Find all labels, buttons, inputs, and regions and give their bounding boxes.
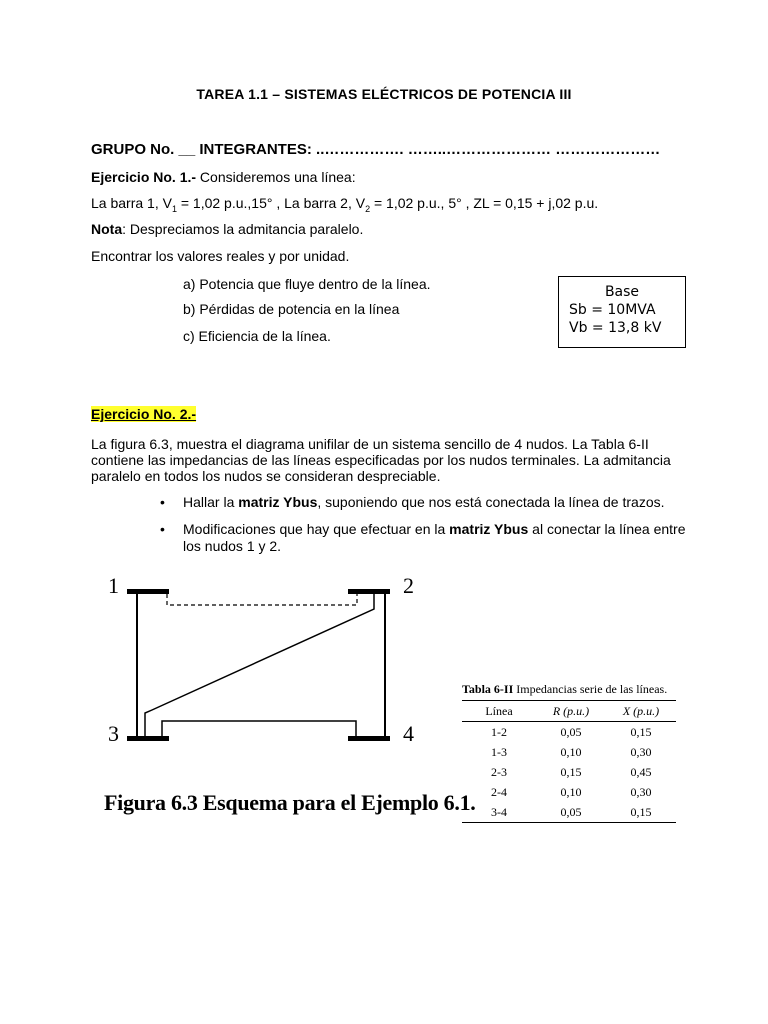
node-label-4: 4 [403,721,414,746]
nota-line [91,221,363,237]
header-x: X (p.u.) [606,701,676,722]
item-b: b) Pérdidas de potencia en la línea [183,301,400,317]
exercise-1-heading [91,169,356,185]
bus-bar-3 [127,736,169,741]
node-label-1: 1 [108,573,119,598]
header-r: R (p.u.) [536,701,606,722]
item-c: c) Eficiencia de la línea. [183,328,331,344]
item-a: a) Potencia que fluye dentro de la línea. [183,276,431,292]
group-line [91,141,660,158]
subscript-1: 1 [171,203,177,214]
bus-bar-2 [348,589,390,594]
cell-x: 0,15 [630,724,652,739]
exercise-2-label: Ejercicio No. 2.- [91,406,197,422]
bullet-1-marker: • [160,494,165,510]
bullet-2-bold: matriz Ybus [449,521,529,537]
page-title: TAREA 1.1 – SISTEMAS ELÉCTRICOS DE POTENCIA III [196,86,572,102]
line-3-4 [162,721,356,736]
group-label: GRUPO No. __ INTEGRANTES: [91,141,312,158]
exercise-2-heading [91,406,196,422]
exercise-1-intro: Consideremos una línea: [196,169,356,185]
bullet-2-post: al conectar la línea entre los nudos 1 y 2. [183,521,686,554]
header-line: Línea [462,701,536,722]
impedance-table [462,700,676,823]
table-header-row [462,701,676,722]
bullet-2-pre: Modificaciones que hay que efectuar en la [183,521,450,537]
table-row [462,782,676,802]
table-row [462,762,676,782]
cell-line: 2-4 [491,784,507,799]
data-text-a: La barra 1, V [91,195,172,211]
exercise-1-data [91,195,598,214]
cell-r: 0,15 [560,764,582,779]
base-box [558,276,686,348]
cell-r: 0,10 [560,744,582,759]
data-text-c: = 1,02 p.u., 5° , ZL = 0,15 + j,02 p.u. [370,195,599,211]
subscript-2: 2 [365,203,371,214]
table-caption-rest: Impedancias serie de las líneas. [513,682,668,696]
cell-line: 1-2 [491,724,507,739]
node-label-2: 2 [403,573,414,598]
node-label-3: 3 [108,721,119,746]
bullet-1 [183,494,693,511]
figure-caption: Figura 6.3 Esquema para el Ejemplo 6.1. [104,790,476,815]
bullet-1-bold: matriz Ybus [238,494,318,510]
base-title: Base [604,284,640,300]
bullet-2 [183,521,693,555]
table-row [462,742,676,762]
group-dots: ..……………. ……..………………… ………………… [311,141,661,158]
find-line: Encontrar los valores reales y por unidad. [91,248,350,264]
cell-line: 3-4 [462,802,536,823]
table-row [462,722,676,743]
bullet-1-post: , suponiendo que nos está conectada la línea de trazos. [317,494,665,510]
single-line-diagram [100,565,430,755]
base-sb: Sb = 10MVA [569,302,656,318]
bus-bar-1 [127,589,169,594]
nota-label: Nota [91,221,123,237]
cell-x: 0,30 [630,784,652,799]
cell-line: 1-3 [491,744,507,759]
line-2-3 [145,594,374,736]
table-caption-bold: Tabla 6-II [462,682,514,696]
cell-r: 0,05 [536,802,606,823]
exercise-2-paragraph: La figura 6.3, muestra el diagrama unifilar de un sistema sencillo de 4 nudos. La Tabla 6-II contiene las impedancias de las líneas especificadas por los nudos terminales. La admitancia paralelo en todos los nudos se consideran despreciable. [91,436,671,484]
bullet-2-marker: • [160,521,165,537]
cell-r: 0,05 [560,724,582,739]
nota-text: : Despreciamos la admitancia paralelo. [122,221,364,237]
bullet-1-pre: Hallar la [183,494,239,510]
cell-x: 0,30 [630,744,652,759]
dashed-line-1-2 [167,594,357,605]
base-vb: Vb = 13,8 kV [569,320,662,336]
cell-line: 2-3 [491,764,507,779]
cell-x: 0,15 [606,802,676,823]
cell-x: 0,45 [630,764,652,779]
exercise-1-label: Ejercicio No. 1.- [91,169,197,185]
data-text-b: = 1,02 p.u.,15° , La barra 2, V [176,195,366,211]
table-caption [462,682,667,697]
bus-bar-4 [348,736,390,741]
table-row [462,802,676,823]
cell-r: 0,10 [560,784,582,799]
